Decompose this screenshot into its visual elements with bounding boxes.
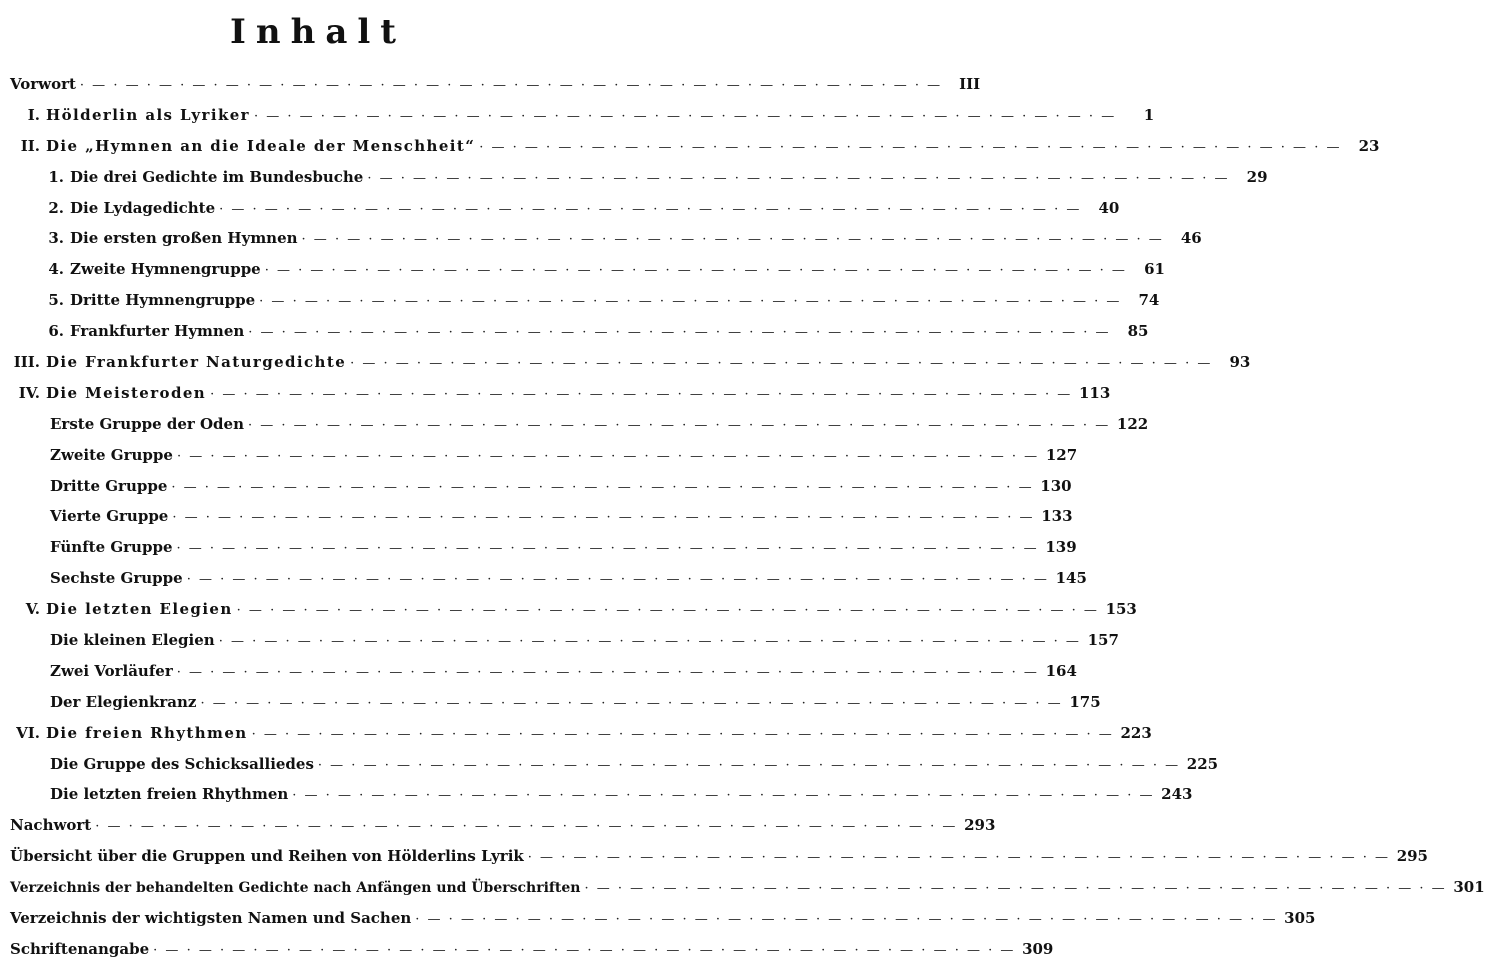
- toc-label: Schriftenangabe: [10, 939, 150, 958]
- toc-entry-section: [10, 260, 1165, 291]
- toc-number: II.: [20, 136, 40, 155]
- toc-page-number: 127: [1045, 445, 1078, 464]
- toc-entry-section: [10, 414, 1149, 446]
- toc-label: Die ersten großen Hymnen: [70, 229, 298, 248]
- toc-page-number: 175: [1069, 692, 1101, 711]
- toc-number: VI.: [16, 723, 40, 742]
- toc-page-number: 164: [1045, 661, 1077, 680]
- toc-page-number: 309: [1022, 939, 1054, 958]
- toc-entry-section: [10, 631, 1119, 662]
- toc-entry-chapter-4: [10, 383, 1111, 415]
- toc-entry-chapter-2: [10, 136, 1380, 168]
- dot-leader: [187, 572, 1049, 587]
- toc-number: 6.: [48, 322, 64, 341]
- toc-page-number: 122: [1116, 414, 1149, 433]
- toc-label: Zwei Vorläufer: [50, 661, 173, 680]
- toc-entry-section: [10, 661, 1077, 693]
- toc-entry-verzeichnis-gedichte: [10, 878, 1485, 909]
- toc-number: 4.: [48, 260, 64, 279]
- toc-page-number: 157: [1087, 631, 1119, 650]
- toc-entry-chapter-6: [10, 723, 1152, 755]
- toc-label: Verzeichnis der wichtigsten Namen und Sachen: [10, 909, 412, 928]
- toc-page-number: 93: [1229, 353, 1251, 372]
- dot-leader: [350, 356, 1212, 371]
- toc-label: Vierte Gruppe: [50, 507, 169, 526]
- dot-leader: [252, 727, 1114, 742]
- toc-entry-chapter-3: [10, 353, 1251, 384]
- toc-number: IV.: [18, 383, 40, 402]
- toc-label: Die Gruppe des Schicksalliedes: [50, 754, 314, 773]
- dot-leader: [265, 263, 1127, 278]
- toc-page-number: 1: [1143, 105, 1155, 124]
- toc-number: III.: [13, 353, 40, 372]
- toc-page-number: 29: [1246, 167, 1268, 186]
- toc-label: Verzeichnis der behandelten Gedichte nach Anfängen und Überschriften: [10, 880, 581, 897]
- toc-label: Dritte Hymnengruppe: [70, 291, 256, 310]
- toc-label: Dritte Gruppe: [50, 476, 168, 495]
- toc-number: V.: [25, 600, 40, 619]
- toc-page-number: 305: [1284, 909, 1316, 928]
- dot-leader: [479, 140, 1341, 155]
- dot-leader: [177, 449, 1039, 464]
- toc-entry-chapter-5: [10, 600, 1137, 631]
- toc-label: Der Elegienkranz: [50, 692, 197, 711]
- toc-number: 3.: [48, 229, 64, 248]
- dot-leader: [200, 696, 1062, 711]
- toc-page-number: 225: [1186, 754, 1219, 773]
- dot-leader: [219, 202, 1081, 217]
- dot-leader: [172, 510, 1034, 525]
- toc-page-number: 145: [1055, 569, 1087, 588]
- toc-label: Vorwort: [10, 75, 76, 93]
- toc-page-number: 130: [1040, 476, 1072, 495]
- toc-label: Übersicht über die Gruppen und Reihen von Hölderlins Lyrik: [10, 847, 524, 866]
- page-title: Inhalt: [230, 12, 406, 52]
- toc-entry-verzeichnis-namen: [10, 909, 1316, 940]
- toc-page-number: 61: [1144, 260, 1165, 279]
- toc-entry-schriftenangabe: [10, 939, 1054, 971]
- toc-label: Die kleinen Elegien: [50, 631, 215, 650]
- table-of-contents: [10, 75, 1485, 971]
- toc-page-number: 243: [1161, 785, 1193, 804]
- toc-entry-section: [10, 229, 1202, 260]
- toc-page-number: 293: [964, 816, 996, 835]
- dot-leader: [584, 881, 1446, 896]
- toc-page-number: 113: [1078, 383, 1111, 402]
- dot-leader: [302, 232, 1164, 247]
- dot-leader: [177, 665, 1039, 680]
- toc-entry-section: [10, 538, 1077, 569]
- dot-leader: [171, 480, 1033, 495]
- toc-entry-section: [10, 291, 1160, 322]
- toc-page-number: 23: [1358, 136, 1380, 155]
- toc-label: Die Meisteroden: [46, 383, 207, 402]
- toc-page-number: 295: [1396, 847, 1428, 866]
- dot-leader: [254, 109, 1116, 124]
- toc-number: 2.: [48, 198, 64, 217]
- toc-page-number: 139: [1045, 538, 1077, 557]
- toc-entry-uebersicht: [10, 847, 1428, 878]
- toc-entry-section: [10, 198, 1120, 230]
- toc-label: Sechste Gruppe: [50, 569, 183, 588]
- toc-page-number: 74: [1138, 291, 1160, 310]
- toc-number: 5.: [48, 291, 64, 310]
- toc-number: I.: [27, 105, 40, 124]
- dot-leader: [80, 78, 942, 93]
- dot-leader: [237, 603, 1099, 618]
- toc-entry-section: [10, 476, 1072, 508]
- toc-label: Hölderlin als Lyriker: [46, 105, 250, 124]
- toc-label: Die „Hymnen an die Ideale der Menschheit“: [46, 136, 476, 155]
- dot-leader: [248, 325, 1110, 340]
- toc-label: Die Frankfurter Naturgedichte: [46, 353, 347, 372]
- toc-label: Die drei Gedichte im Bundesbuche: [70, 167, 364, 186]
- toc-entry-section: [10, 692, 1101, 724]
- toc-entry-section: [10, 569, 1087, 600]
- dot-leader: [210, 387, 1072, 402]
- toc-entry-nachwort: [10, 816, 996, 847]
- toc-page-number: 223: [1120, 723, 1152, 742]
- toc-page-number: 301: [1453, 878, 1485, 897]
- toc-label: Zweite Hymnengruppe: [70, 260, 261, 279]
- toc-page-number: 46: [1180, 229, 1202, 248]
- dot-leader: [95, 819, 957, 834]
- dot-leader: [528, 850, 1390, 865]
- dot-leader: [318, 758, 1180, 773]
- toc-label: Zweite Gruppe: [50, 445, 173, 464]
- dot-leader: [153, 943, 1015, 958]
- toc-page-number: 40: [1098, 198, 1120, 217]
- toc-label: Frankfurter Hymnen: [70, 322, 245, 341]
- toc-page-number: 133: [1041, 507, 1073, 526]
- dot-leader: [415, 912, 1277, 927]
- toc-entry-section: [10, 507, 1073, 538]
- toc-entry-section: [10, 785, 1193, 816]
- dot-leader: [367, 171, 1229, 186]
- toc-label: Erste Gruppe der Oden: [50, 414, 244, 433]
- toc-label: Die freien Rhythmen: [46, 723, 248, 742]
- toc-label: Fünfte Gruppe: [50, 538, 173, 557]
- toc-entry-section: [10, 754, 1219, 786]
- dot-leader: [259, 294, 1121, 309]
- toc-number: 1.: [48, 167, 64, 186]
- toc-page-number: 85: [1127, 322, 1149, 341]
- dot-leader: [176, 541, 1038, 556]
- toc-entry-section: [10, 167, 1268, 199]
- dot-leader: [292, 788, 1154, 803]
- toc-label: Die letzten Elegien: [46, 600, 233, 619]
- toc-page-number: 153: [1105, 600, 1137, 619]
- dot-leader: [248, 418, 1110, 433]
- toc-entry-section: [10, 322, 1149, 353]
- toc-label: Die Lydagedichte: [70, 198, 216, 217]
- toc-page-number: III: [959, 75, 981, 93]
- toc-label: Nachwort: [10, 816, 92, 835]
- dot-leader: [219, 634, 1081, 649]
- toc-entry-chapter-1: [10, 105, 1155, 137]
- toc-label: Die letzten freien Rhythmen: [50, 785, 289, 804]
- toc-entry-section: [10, 445, 1078, 477]
- toc-entry-vorwort: [10, 75, 981, 106]
